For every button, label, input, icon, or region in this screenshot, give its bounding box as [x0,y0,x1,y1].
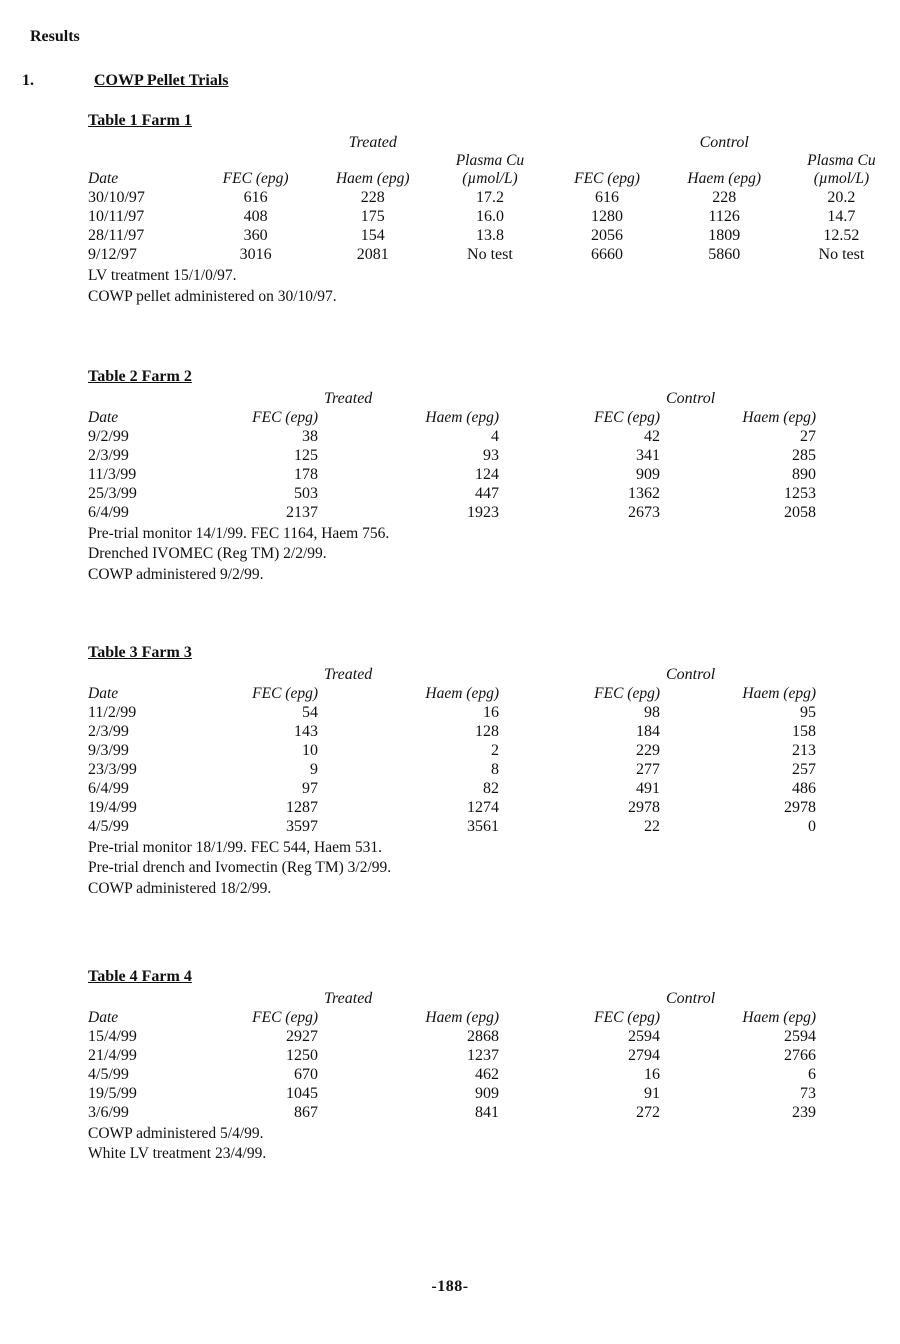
cell-value: 1126 [708,208,740,226]
cell-value: 42 [644,428,660,445]
cell-value: 5860 [708,246,741,264]
cell-value: 14.7 [827,208,856,226]
cell-value: 486 [792,780,816,797]
cell-value: 272 [636,1104,660,1121]
group-header-treated: Treated [324,990,373,1007]
table-group-header-row [88,666,822,685]
cell-value: 13.8 [475,227,504,245]
cell-value: 213 [792,742,816,759]
table-row [88,761,822,780]
group-header-treated: Treated [324,666,373,683]
table-header-row [88,409,822,428]
table-row [88,246,900,265]
cell-value: 360 [243,227,268,245]
cell-value: 1362 [628,485,660,502]
cell-date: 11/2/99 [88,704,137,721]
cell-value: 2137 [286,504,318,521]
cell-value: 97 [302,780,318,797]
cell-value: 175 [360,208,385,226]
cell-value: 841 [475,1104,499,1121]
page-number: -188- [431,1278,469,1295]
cell-date: 19/4/99 [88,799,137,816]
note-line: Pre-trial drench and Ivomectin (Reg TM) 3/2/99. [88,859,392,877]
group-header-treated: Treated [324,390,373,407]
data-table [88,134,900,265]
table-row [88,504,822,523]
cell-value: 491 [636,780,660,797]
cell-value: 341 [636,447,660,464]
cell-value: 2081 [356,246,389,264]
col-fec-treated: FEC (epg) [252,685,318,702]
table-row [88,742,822,761]
section-title: COWP Pellet Trials [94,72,229,89]
cell-value: 616 [243,189,268,207]
col-fec-treated: FEC (epg) [222,170,289,188]
cell-value: 1274 [467,799,499,816]
col-haem-control: Haem (epg) [742,1009,816,1026]
cell-value: 616 [595,189,620,207]
subheader-plasma-cu-control [783,153,900,170]
cell-value: 1287 [286,799,318,816]
note-line: COWP pellet administered on 30/10/97. [88,287,337,305]
cell-date: 2/3/99 [88,723,129,740]
col-plasma-units-treated: (µmol/L) [462,170,518,188]
cell-value: 3016 [239,246,272,264]
plasma-cu-label: Plasma Cu [455,152,525,169]
cell-date: 15/4/99 [88,1028,137,1045]
cell-value: 91 [644,1085,660,1102]
data-table [88,390,822,523]
cell-value: 82 [483,780,499,797]
cell-date: 9/2/99 [88,428,129,445]
cell-value: 2868 [467,1028,499,1045]
cell-value: 1809 [708,227,741,245]
cell-date: 6/4/99 [88,504,129,521]
cell-date: 9/3/99 [88,742,129,759]
table-row [88,227,900,246]
cell-value: 6 [808,1066,816,1083]
table-row [88,1104,822,1123]
group-header-treated: Treated [348,134,397,151]
col-date: Date [88,409,119,426]
cell-value: 2056 [591,227,624,245]
table-row [88,428,822,447]
cell-value: 6660 [591,246,624,264]
cell-date: 4/5/99 [88,1066,129,1083]
table-row [88,1047,822,1066]
cell-value: 447 [475,485,499,502]
cell-value: 128 [475,723,499,740]
col-haem-control: Haem (epg) [687,170,761,188]
cell-value: 12.52 [823,227,860,245]
cell-value: 229 [636,742,660,759]
cell-value: 16 [483,704,499,721]
col-fec-treated: FEC (epg) [252,409,318,426]
table-block-4 [88,968,822,1165]
table-row [88,208,900,227]
col-fec-control: FEC (epg) [594,409,660,426]
cell-value: 16.0 [475,208,504,226]
cell-value: 10 [302,742,318,759]
table-subheader-row [88,153,900,170]
table-row [88,723,822,742]
cell-date: 23/3/99 [88,761,137,778]
cell-date: 11/3/99 [88,466,137,483]
subheader-plasma-cu-treated [431,153,548,170]
cell-date: 9/12/97 [88,246,137,264]
cell-value: 408 [243,208,268,226]
cell-value: 239 [792,1104,816,1121]
table-group-header-row [88,134,900,153]
table-block-3 [88,644,822,899]
data-table [88,990,822,1123]
table-notes [88,524,822,585]
cell-value: 503 [294,485,318,502]
cell-value: 8 [491,761,499,778]
page-title: Results [30,28,80,45]
note-line: White LV treatment 23/4/99. [88,1145,267,1163]
cell-value: 909 [636,466,660,483]
cell-value: 38 [302,428,318,445]
table-notes [88,838,822,899]
cell-value: 54 [302,704,318,721]
table-header-row [88,170,900,189]
cell-value: 16 [644,1066,660,1083]
cell-date: 25/3/99 [88,485,137,502]
col-plasma-units-control: (µmol/L) [813,170,870,188]
col-date: Date [88,170,119,188]
cell-value: 143 [294,723,318,740]
col-haem-control: Haem (epg) [742,409,816,426]
cell-value: 2594 [784,1028,816,1045]
col-haem-treated: Haem (epg) [425,685,499,702]
col-fec-control: FEC (epg) [594,1009,660,1026]
table-caption: Table 3 Farm 3 [88,644,192,661]
section-number: 1. [22,72,34,89]
note-line: COWP administered 9/2/99. [88,565,264,583]
cell-value: 890 [792,466,816,483]
cell-value: 73 [800,1085,816,1102]
table-caption: Table 4 Farm 4 [88,968,192,985]
cell-value: No test [467,246,513,264]
table-row [88,485,822,504]
table-row [88,780,822,799]
col-haem-treated: Haem (epg) [425,409,499,426]
table-row [88,447,822,466]
cell-value: 228 [712,189,737,207]
cell-date: 19/5/99 [88,1085,137,1102]
cell-value: 2978 [628,799,660,816]
cell-value: 184 [636,723,660,740]
cell-value: 17.2 [475,189,504,207]
col-fec-control: FEC (epg) [574,170,640,188]
cell-date: 10/11/97 [88,208,145,226]
plasma-cu-label: Plasma Cu [807,152,876,169]
cell-value: 2058 [784,504,816,521]
table-row [88,466,822,485]
cell-value: 1923 [467,504,499,521]
table-row [88,1085,822,1104]
cell-value: 27 [800,428,816,445]
note-line: Pre-trial monitor 14/1/99. FEC 1164, Haem 756. [88,525,390,542]
data-table [88,666,822,837]
cell-date: 21/4/99 [88,1047,137,1064]
cell-value: 124 [475,466,499,483]
cell-value: 3561 [467,818,499,835]
cell-value: 1280 [591,208,624,226]
note-line: COWP administered 18/2/99. [88,879,272,897]
cell-date: 3/6/99 [88,1104,129,1121]
note-line: COWP administered 5/4/99. [88,1125,264,1142]
group-header-control: Control [699,134,749,151]
group-header-control: Control [666,390,716,407]
col-date: Date [88,685,119,702]
cell-date: 28/11/97 [88,227,145,245]
table-block-2 [88,368,822,585]
table-row [88,704,822,723]
cell-value: 257 [792,761,816,778]
cell-value: 154 [360,227,385,245]
cell-value: 867 [294,1104,318,1121]
table-header-row [88,1009,822,1028]
table-group-header-row [88,390,822,409]
cell-value: 93 [483,447,499,464]
group-header-control: Control [666,666,716,683]
col-haem-treated: Haem (epg) [335,170,410,188]
col-date: Date [88,1009,119,1026]
cell-value: 22 [644,818,660,835]
group-header-control: Control [666,990,716,1007]
cell-value: 670 [294,1066,318,1083]
cell-value: 0 [808,818,816,835]
table-row [88,1028,822,1047]
cell-value: 1045 [286,1085,318,1102]
cell-value: 95 [800,704,816,721]
table-caption: Table 2 Farm 2 [88,368,192,385]
cell-value: 462 [475,1066,499,1083]
cell-value: 2 [491,742,499,759]
cell-value: 2978 [784,799,816,816]
col-haem-treated: Haem (epg) [425,1009,499,1026]
cell-value: 4 [491,428,499,445]
cell-date: 6/4/99 [88,780,129,797]
col-fec-treated: FEC (epg) [252,1009,318,1026]
cell-value: 2794 [628,1047,660,1064]
table-notes [88,266,900,307]
cell-value: 2927 [286,1028,318,1045]
cell-value: 9 [310,761,318,778]
numbered-section [22,72,229,90]
note-line: Pre-trial monitor 18/1/99. FEC 544, Haem 531. [88,839,383,856]
table-block-1 [88,112,900,307]
note-line: Drenched IVOMEC (Reg TM) 2/2/99. [88,545,327,563]
col-fec-control: FEC (epg) [594,685,660,702]
cell-date: 30/10/97 [88,189,145,207]
cell-value: 20.2 [827,189,856,207]
cell-value: 277 [636,761,660,778]
cell-date: 2/3/99 [88,447,129,464]
table-row [88,189,900,208]
table-notes [88,1124,822,1165]
cell-value: 2594 [628,1028,660,1045]
cell-value: 1253 [784,485,816,502]
table-row [88,1066,822,1085]
cell-value: 1237 [467,1047,499,1064]
cell-value: 3597 [286,818,318,835]
cell-value: 125 [294,447,318,464]
table-caption: Table 1 Farm 1 [88,112,192,129]
cell-value: 1250 [286,1047,318,1064]
table-row [88,818,822,837]
cell-date: 4/5/99 [88,818,129,835]
col-haem-control: Haem (epg) [742,685,816,702]
cell-value: No test [818,246,865,264]
table-header-row [88,685,822,704]
cell-value: 909 [475,1085,499,1102]
cell-value: 285 [792,447,816,464]
note-line: LV treatment 15/1/0/97. [88,267,237,285]
cell-value: 2673 [628,504,660,521]
cell-value: 2766 [784,1047,816,1064]
table-group-header-row [88,990,822,1009]
cell-value: 158 [792,723,816,740]
table-row [88,799,822,818]
cell-value: 228 [360,189,385,207]
cell-value: 178 [294,466,318,483]
cell-value: 98 [644,704,660,721]
